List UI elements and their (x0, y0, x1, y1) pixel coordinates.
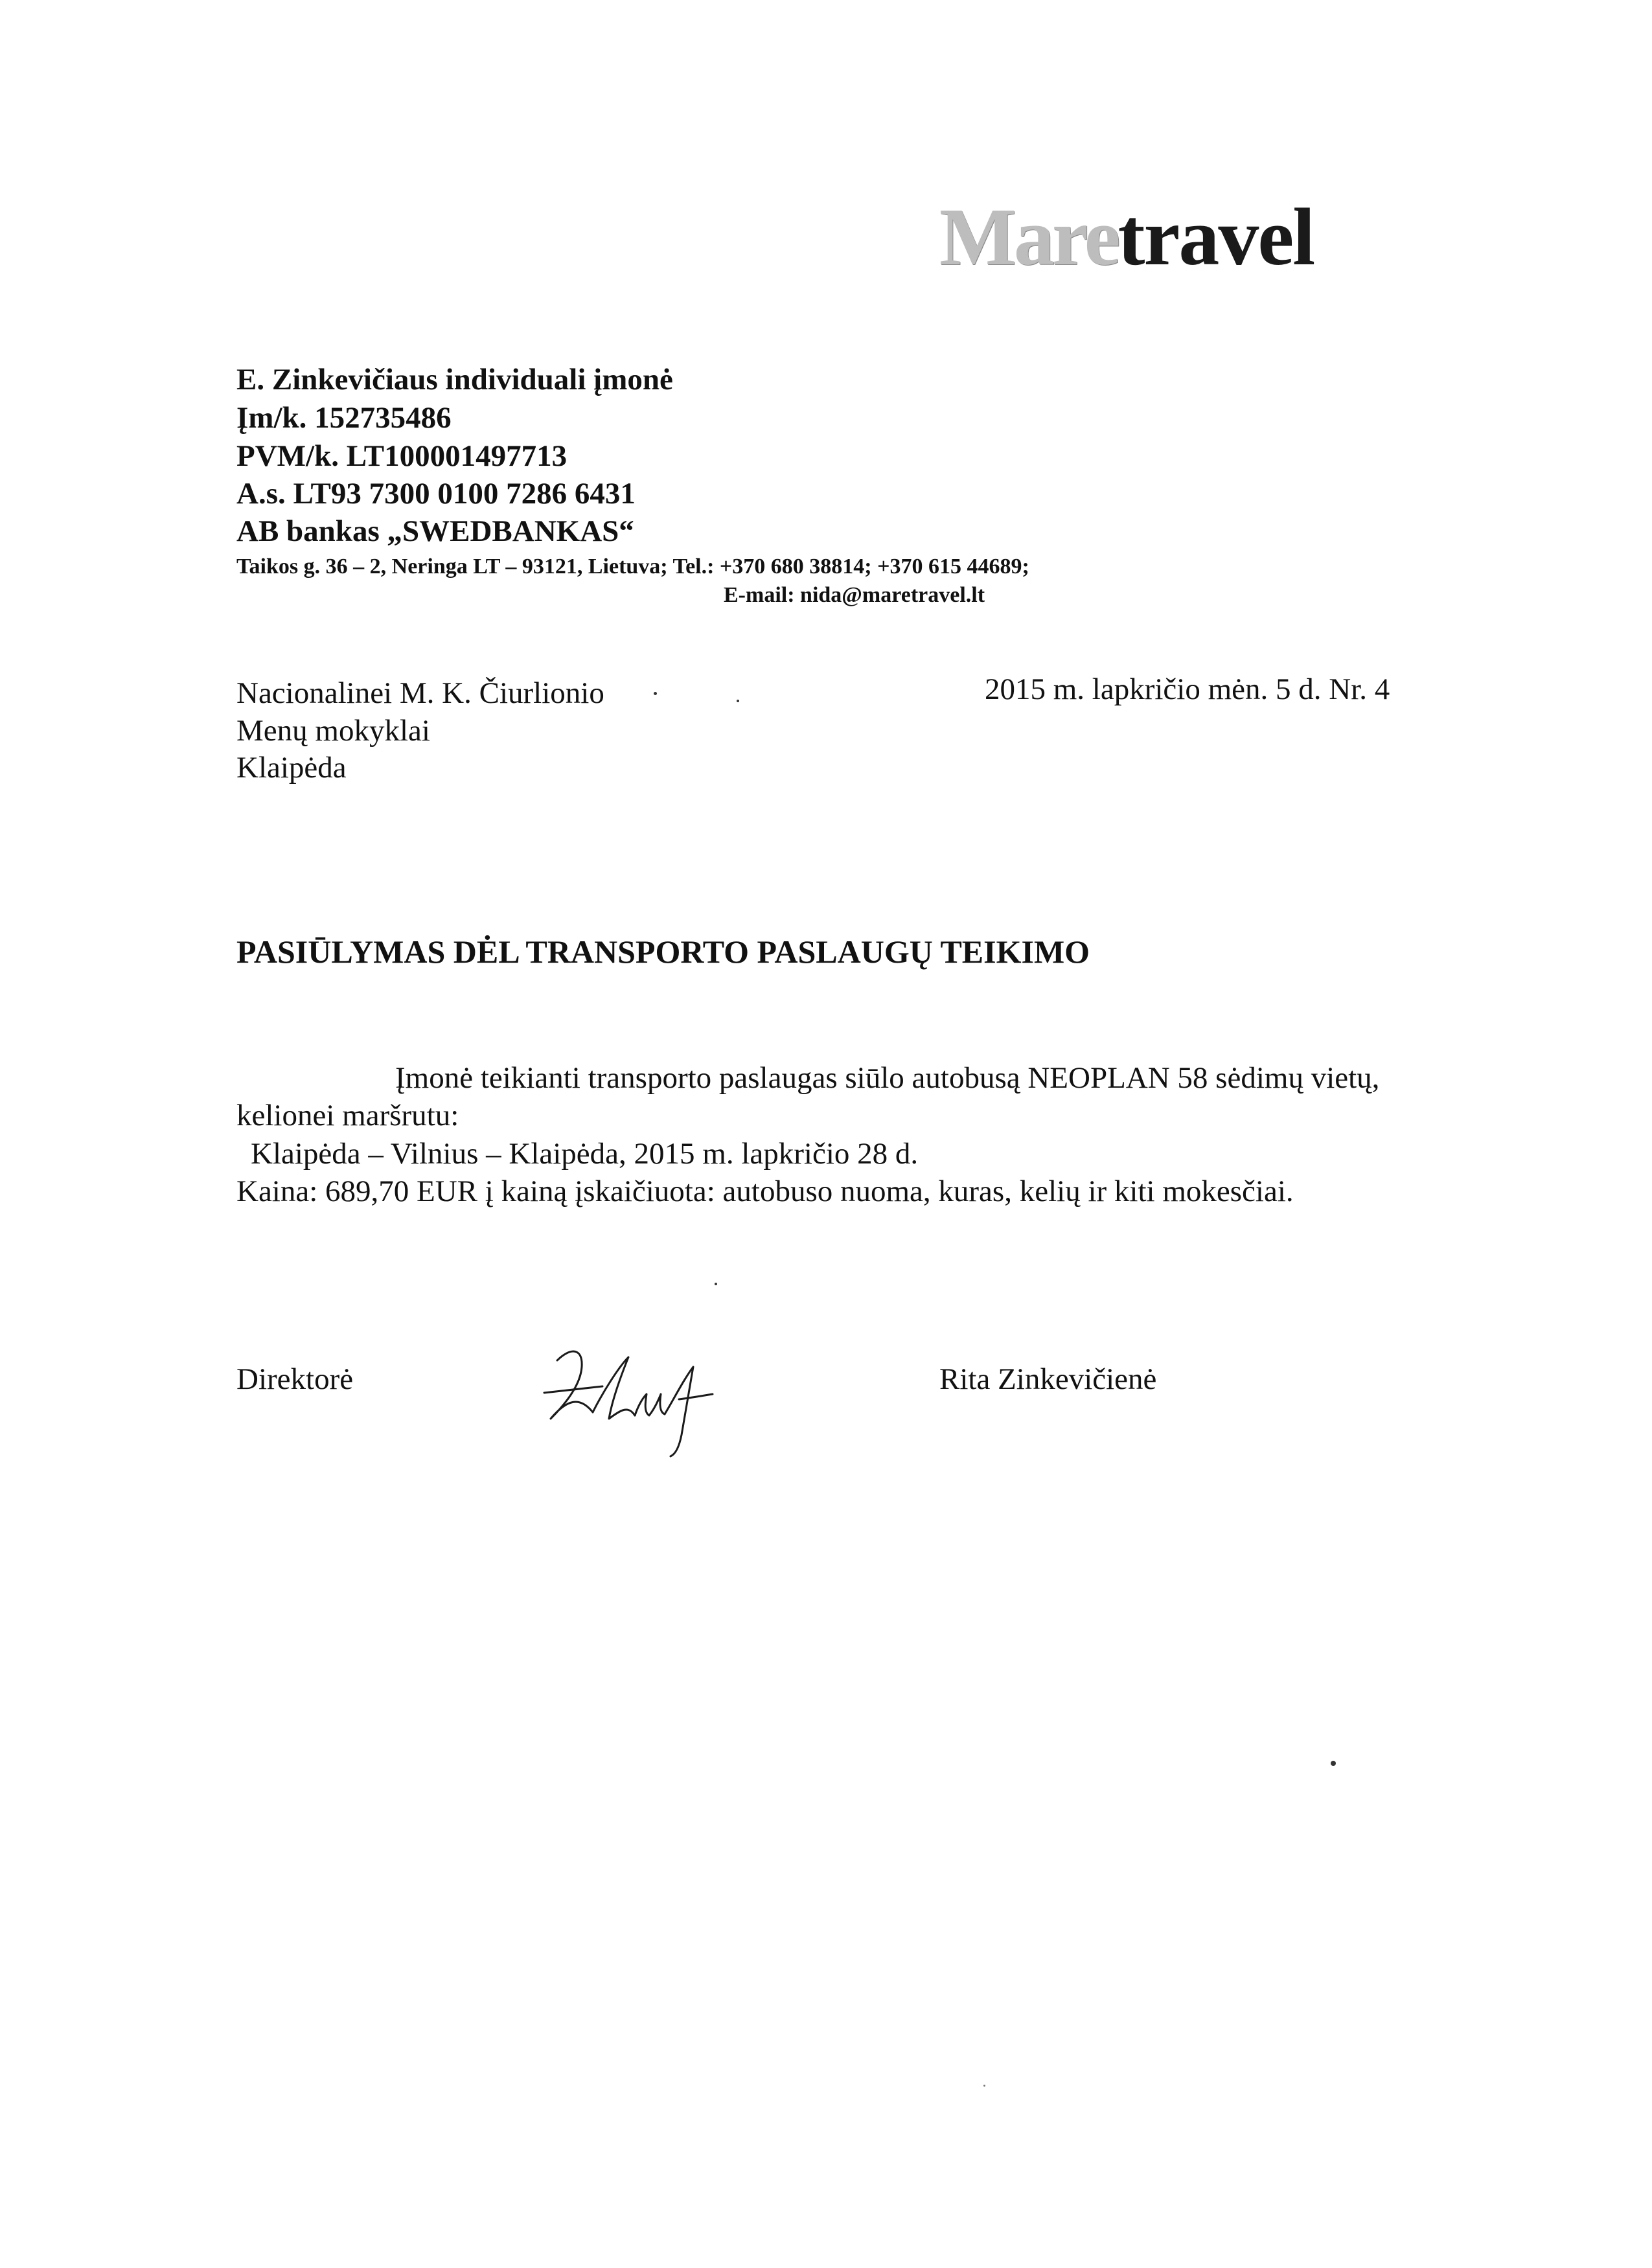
company-name: E. Zinkevičiaus individuali įmonė (236, 363, 673, 396)
scan-speck (654, 692, 657, 695)
bank-name: AB bankas „SWEDBANKAS“ (236, 514, 634, 548)
recipient-line-3: Klaipėda (236, 751, 347, 785)
email-line: E-mail: nida@maretravel.lt (724, 583, 985, 607)
offer-paragraph-line-1: Įmonė teikianti transporto paslaugas siūlo autobusą NEOPLAN 58 sėdimų vietų, (395, 1061, 1380, 1095)
scan-speck (1331, 1761, 1336, 1766)
scan-speck (715, 1283, 717, 1285)
document-title: PASIŪLYMAS DĖL TRANSPORTO PASLAUGŲ TEIKIMO (236, 934, 1090, 970)
company-code: Įm/k. 152735486 (236, 401, 452, 435)
signatory-name: Rita Zinkevičienė (939, 1362, 1157, 1396)
recipient-line-2: Menų mokyklai (236, 714, 430, 748)
scan-speck (983, 2085, 985, 2087)
handwritten-signature (531, 1322, 739, 1458)
offer-paragraph-line-2: kelionei maršrutu: (236, 1099, 459, 1132)
vat-code: PVM/k. LT100001497713 (236, 439, 568, 473)
signatory-role: Direktorė (236, 1362, 354, 1396)
logo-travel-text: travel (1118, 192, 1314, 282)
recipient-line-1: Nacionalinei M. K. Čiurlionio (236, 676, 604, 710)
scan-speck (737, 700, 739, 702)
address-line: Taikos g. 36 – 2, Neringa LT – 93121, Lietuva; Tel.: +370 680 38814; +370 615 44689; (236, 555, 1029, 578)
date-reference: 2015 m. lapkričio mėn. 5 d. Nr. 4 (985, 672, 1390, 706)
price-line: Kaina: 689,70 EUR į kainą įskaičiuota: autobuso nuoma, kuras, kelių ir kiti mokesčiai. (236, 1174, 1294, 1208)
route-line: Klaipėda – Vilnius – Klaipėda, 2015 m. lapkričio 28 d. (251, 1137, 919, 1171)
bank-account: A.s. LT93 7300 0100 7286 6431 (236, 477, 636, 510)
logo-mare-text: Mare (939, 192, 1118, 282)
maretravel-logo (939, 188, 1314, 285)
